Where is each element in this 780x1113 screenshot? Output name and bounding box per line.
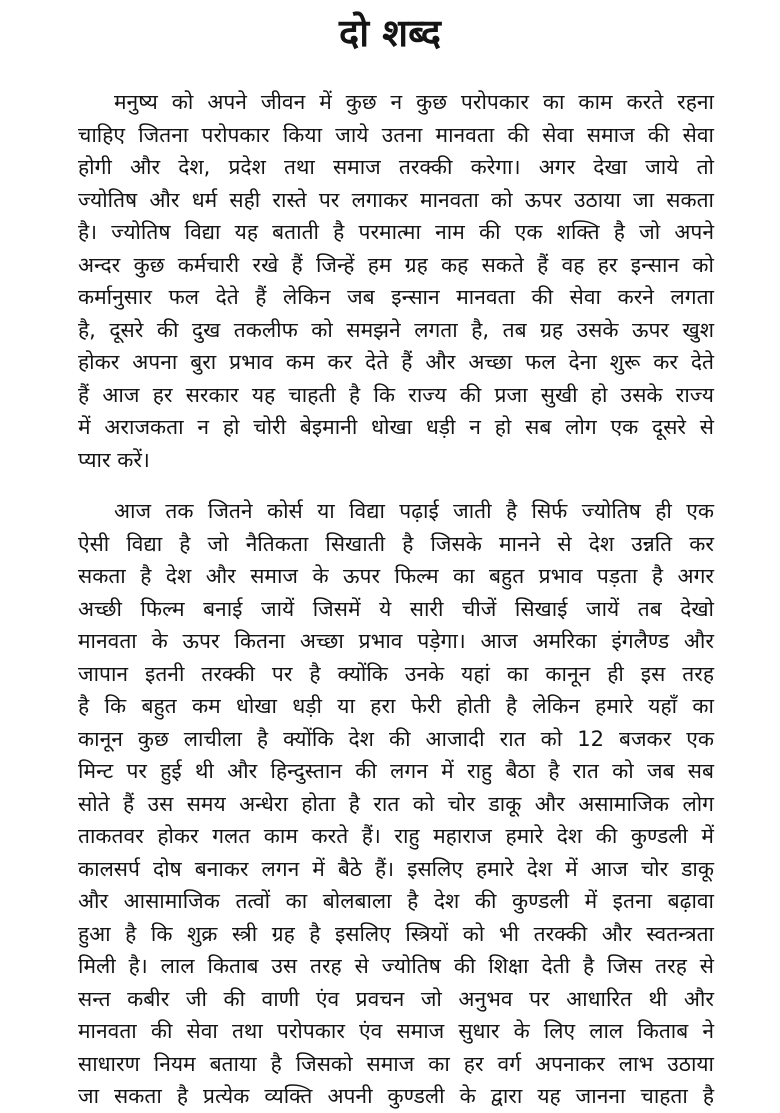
text-line: ऐसी विद्या है जो नैतिकता सिखाती है जिसके मानने से देश उन्नति कर <box>78 531 714 556</box>
text-line: कर्मानुसार फल देते हैं लेकिन जब इन्सान मानवता की सेवा करने लगता <box>78 285 714 309</box>
text-line: है कि बहुत कम धोखा धड़ी या हरा फेरी होती है लेकिन हमारे यहाँ का <box>78 694 714 718</box>
text-line: ताकतवर होकर गलत काम करते हैं। राहु महाराज हमारे देश की कुण्डली में <box>78 824 714 848</box>
text-line: मानवता की सेवा तथा परोपकार एंव समाज सुधार के लिए लाल किताब ने <box>78 1019 714 1043</box>
text-line: आज तक जितने कोर्स या विद्या पढ़ाई जाती है सिर्फ ज्योतिष ही एक <box>114 499 714 523</box>
text-line: हैं आज हर सरकार यह चाहती है कि राज्य की प्रजा सुखी हो उसके राज्य <box>78 382 714 407</box>
paragraph-2 <box>78 495 714 1113</box>
text-line: अच्छी फिल्म बनाई जायें जिसमें ये सारी चीजें सिखाई जायें तब देखो <box>78 596 714 621</box>
text-line: सोते हैं उस समय अन्धेरा होता है रात को चोर डाकू और असामाजिक लोग <box>78 791 714 816</box>
text-line: मिली है। लाल किताब उस तरह से ज्योतिष की शिक्षा देती है जिस तरह से <box>78 954 714 978</box>
text-line: कालसर्प दोष बनाकर लगन में बैठे हैं। इसलिए हमारे देश में आज चोर डाकू <box>78 856 714 881</box>
text-line: कानून कुछ लाचीला है क्योंकि देश की आजादी रात को 12 बजकर एक <box>78 726 714 751</box>
text-line: सकता है देश और समाज के ऊपर फिल्म का बहुत प्रभाव पड़ता है अगर <box>78 564 714 588</box>
text-line: है, दूसरे की दुख तकलीफ को समझने लगता है, तब ग्रह उसके ऊपर खुश <box>78 317 714 342</box>
text-line: होगी और देश, प्रदेश तथा समाज तरक्की करेगा। अगर देखा जाये तो <box>78 155 714 179</box>
text-line: जापान इतनी तरक्की पर है क्योंकि उनके यहां का कानून ही इस तरह <box>78 661 714 686</box>
text-line: चाहिए जितना परोपकार किया जाये उतना मानवता की सेवा समाज की सेवा <box>78 122 714 147</box>
text-line: और आसामाजिक तत्वों का बोलबाला है देश की कुण्डली में इतना बढ़ावा <box>78 889 714 913</box>
text-line: मानवता के ऊपर कितना अच्छा प्रभाव पड़ेगा। आज अमरिका इंगलैण्ड और <box>78 629 714 653</box>
text-line: है। ज्योतिष विद्या यह बताती है परमात्मा नाम की एक शक्ति है जो अपने <box>78 220 714 244</box>
text-line: अन्दर कुछ कर्मचारी रखे हैं जिन्हें हम ग्रह कह सकते हैं वह हर इन्सान को <box>78 252 714 277</box>
text-line: साधारण नियम बताया है जिसको समाज का हर वर्ग अपनाकर लाभ उठाया <box>78 1051 714 1076</box>
paragraph-1 <box>78 86 714 476</box>
text-line: होकर अपना बुरा प्रभाव कम कर देते हैं और अच्छा फल देना शुरू कर देते <box>78 350 714 374</box>
text-line: मिन्ट पर हुई थी और हिन्दुस्तान की लगन में राहु बैठा है रात को जब सब <box>78 759 714 783</box>
text-line: ज्योतिष और धर्म सही रास्ते पर लगाकर मानवता को ऊपर उठाया जा सकता <box>78 187 714 212</box>
text-line: मनुष्य को अपने जीवन में कुछ न कुछ परोपकार का काम करते रहना <box>114 90 714 114</box>
page-title: दो शब्द <box>339 11 441 55</box>
text-line: जा सकता है प्रत्येक व्यक्ति अपनी कुण्डली के द्वारा यह जानना चाहता है <box>78 1084 714 1108</box>
text-line: हुआ है कि शुक्र स्त्री ग्रह है इसलिए स्त्रियों को भी तरक्की और स्वतन्त्रता <box>78 921 714 946</box>
text-line: में अराजकता न हो चोरी बेइमानी धोखा धड़ी न हो सब लोग एक दूसरे से <box>78 415 714 439</box>
text-line: सन्त कबीर जी की वाणी एंव प्रवचन जो अनुभव पर आधारित थी और <box>78 986 714 1011</box>
text-line: प्यार करें। <box>78 447 150 472</box>
